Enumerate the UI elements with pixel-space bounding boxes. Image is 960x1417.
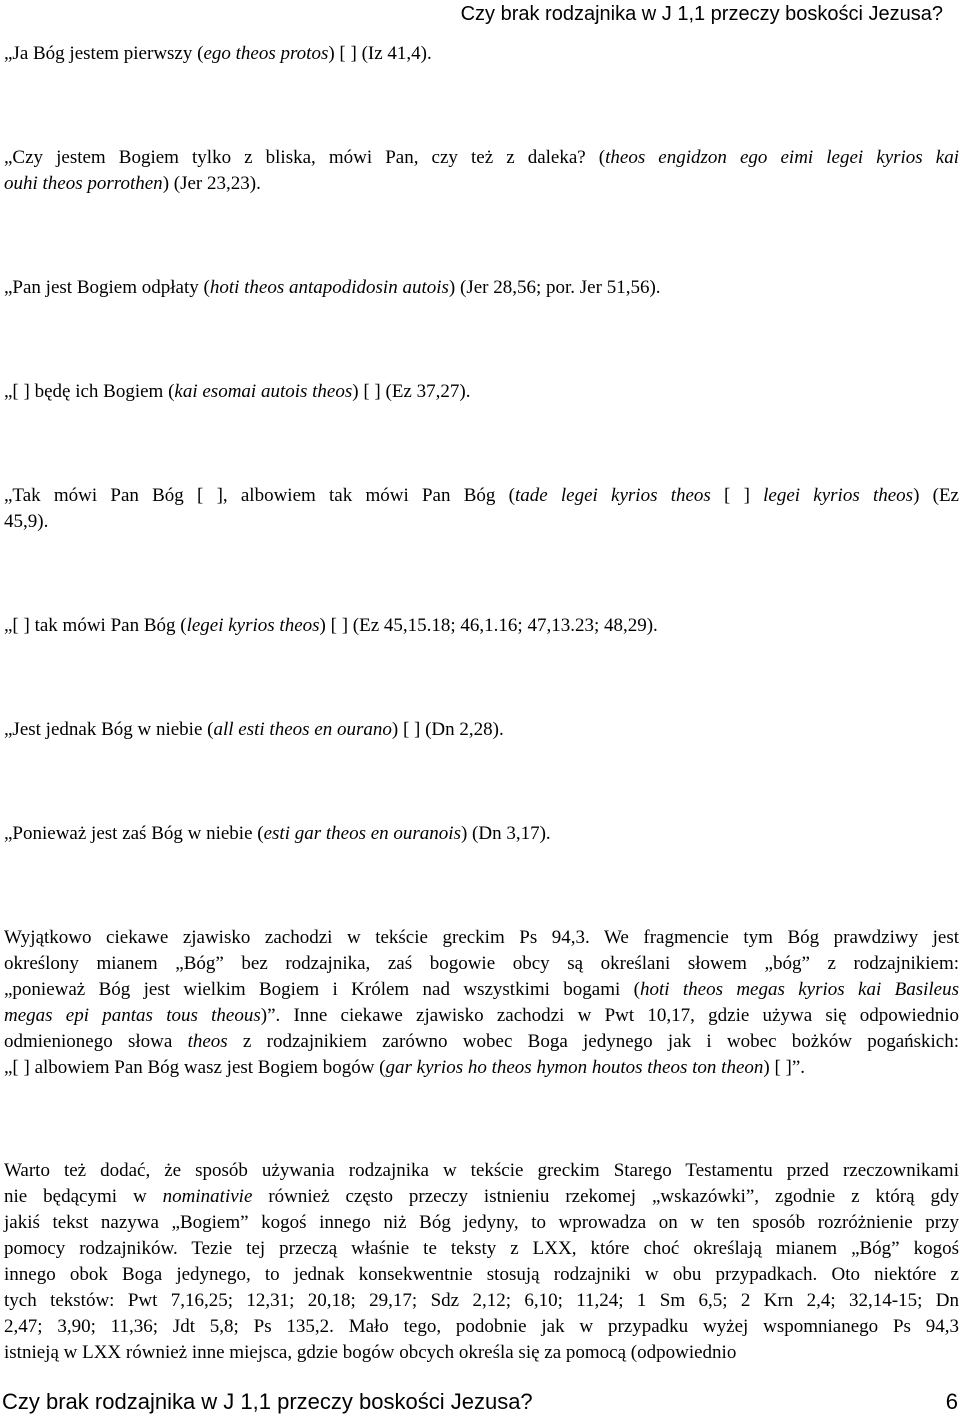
quote-reference: ) [ ] (Dn 2,28). — [391, 719, 504, 740]
paragraph-line: nie będącymi w nominativie również często przeczy istnieniu rzekomej „wskazówki”, zgodnie z którą gdy — [4, 1186, 959, 1207]
greek-transliteration: all esti theos en ourano — [213, 719, 392, 740]
paragraph-line: tych tekstów: Pwt 7,16,25; 12,31; 20,18; 29,17; Sdz 2,12; 6,10; 11,24; 1 Sm 6,5; 2 Krn 2,4; 32,14-15; Dn — [4, 1290, 959, 1311]
paragraph-line: 2,47; 3,90; 11,36; Jdt 5,8; Ps 135,2. Mało tego, podobnie jak w przypadku wyżej wspomnianego Ps 94,3 — [4, 1316, 959, 1337]
greek-word: theos — [187, 1031, 228, 1052]
paragraph-line: megas epi pantas tous theous)”. Inne ciekawe zjawisko zachodzi w Pwt 10,17, gdzie używa się odpowiednio — [4, 1005, 959, 1026]
greek-transliteration: theos engidzon ego eimi legei kyrios kai — [605, 147, 959, 168]
quote-text: „Pan jest Bogiem odpłaty ( — [4, 277, 210, 298]
quote-reference: ) (Ez — [913, 485, 959, 506]
quote-ezekiel-37-27 — [4, 379, 959, 405]
paragraph-line: jakiś tekst nazywa „Bogiem” kogoś innego niż Bóg jedyny, to wprowadza on w ten sposób rozróżnienie przy — [4, 1212, 959, 1233]
quote-daniel-3-17 — [4, 821, 959, 847]
quote-reference: ) (Jer 28,56; por. Jer 51,56). — [448, 277, 661, 298]
paragraph-line: „ponieważ Bóg jest wielkim Bogiem i Królem nad wszystkimi bogami (hoti theos megas kyrios kai Basileus — [4, 979, 959, 1000]
quote-text: „Ja Bóg jestem pierwszy ( — [4, 43, 204, 64]
quote-text: „[ ] tak mówi Pan Bóg ( — [4, 615, 187, 636]
greek-transliteration: kai esomai autois theos — [174, 381, 353, 402]
greek-transliteration: legei kyrios theos — [186, 615, 320, 636]
quote-reference: ) [ ] (Ez 45,15.18; 46,1.16; 47,13.23; 48,29). — [319, 615, 658, 636]
latin-term: nominativie — [162, 1186, 253, 1207]
greek-transliteration: hoti theos antapodidosin autois — [209, 277, 449, 298]
quote-reference: ) [ ] (Iz 41,4). — [328, 43, 432, 64]
quote-text: „[ ] będę ich Bogiem ( — [4, 381, 175, 402]
greek-transliteration: ouhi theos porrothen — [4, 173, 163, 194]
quote-jeremiah-28-56 — [4, 275, 959, 301]
greek-transliteration: hoti theos megas kyrios kai Basileus — [639, 979, 959, 1000]
paragraph-lxx-articles — [4, 1158, 959, 1366]
paragraph-line: „[ ] albowiem Pan Bóg wasz jest Bogiem bogów (gar kyrios ho theos hymon houtos theos ton theon) [ ]”. — [4, 1057, 806, 1078]
quote-text: „Ponieważ jest zaś Bóg w niebie ( — [4, 823, 264, 844]
paragraph-line: pomocy rodzajników. Tezie tej przeczą właśnie te teksty z LXX, które choć określają mianem „Bóg” kogoś — [4, 1238, 959, 1259]
quote-text: „Jest jednak Bóg w niebie ( — [4, 719, 214, 740]
greek-transliteration: megas epi pantas tous theous — [4, 1005, 261, 1026]
footer-title: Czy brak rodzajnika w J 1,1 przeczy boskości Jezusa? — [2, 1389, 533, 1414]
paragraph-line: innego obok Boga jedynego, to jednak konsekwentnie stosują rodzajniki w obu przypadkach. Oto niektóre z — [4, 1264, 959, 1285]
quote-text: „Czy jestem Bogiem tylko z bliska, mówi Pan, czy też z daleka? ( — [4, 147, 606, 168]
quote-reference: ) (Dn 3,17). — [460, 823, 551, 844]
quote-isaiah-41-4 — [4, 41, 959, 67]
paragraph-line: Wyjątkowo ciekawe zjawisko zachodzi w tekście greckim Ps 94,3. We fragmencie tym Bóg prawdziwy jest — [4, 927, 959, 948]
quote-reference: 45,9). — [4, 511, 49, 532]
paragraph-psalm-94 — [4, 925, 959, 1081]
quote-daniel-2-28 — [4, 717, 959, 743]
quote-jeremiah-23-23 — [4, 145, 959, 197]
quote-text: „Tak mówi Pan Bóg [ ], albowiem tak mówi Pan Bóg ( — [4, 485, 515, 506]
quote-text: [ ] — [710, 485, 764, 506]
paragraph-line: odmienionego słowa theos z rodzajnikiem zarówno wobec Boga jedynego jak i wobec bożków pogańskich: — [4, 1031, 960, 1052]
greek-transliteration: legei kyrios theos — [763, 485, 914, 506]
paragraph-line: istnieją w LXX również inne miejsca, gdzie bogów obcych określa się za pomocą (odpowiednio — [4, 1342, 737, 1363]
greek-transliteration: gar kyrios ho theos hymon houtos theos ton theon — [385, 1057, 764, 1078]
quote-ezekiel-45-9 — [4, 483, 959, 535]
running-header: Czy brak rodzajnika w J 1,1 przeczy boskości Jezusa? — [460, 3, 943, 25]
greek-transliteration: ego theos protos — [203, 43, 329, 64]
page-number: 6 — [945, 1389, 958, 1414]
paragraph-line: określony mianem „Bóg” bez rodzajnika, zaś bogowie obcy są określani słowem „bóg” z rodzajnikiem: — [4, 953, 959, 974]
greek-transliteration: esti gar theos en ouranois — [263, 823, 461, 844]
quote-reference: ) (Jer 23,23). — [162, 173, 261, 194]
quote-ezekiel-45-15 — [4, 613, 959, 639]
quote-reference: ) [ ] (Ez 37,27). — [352, 381, 471, 402]
greek-transliteration: tade legei kyrios theos — [514, 485, 711, 506]
paragraph-line: Warto też dodać, że sposób używania rodzajnika w tekście greckim Starego Testamentu przed rzeczownikami — [4, 1160, 959, 1181]
